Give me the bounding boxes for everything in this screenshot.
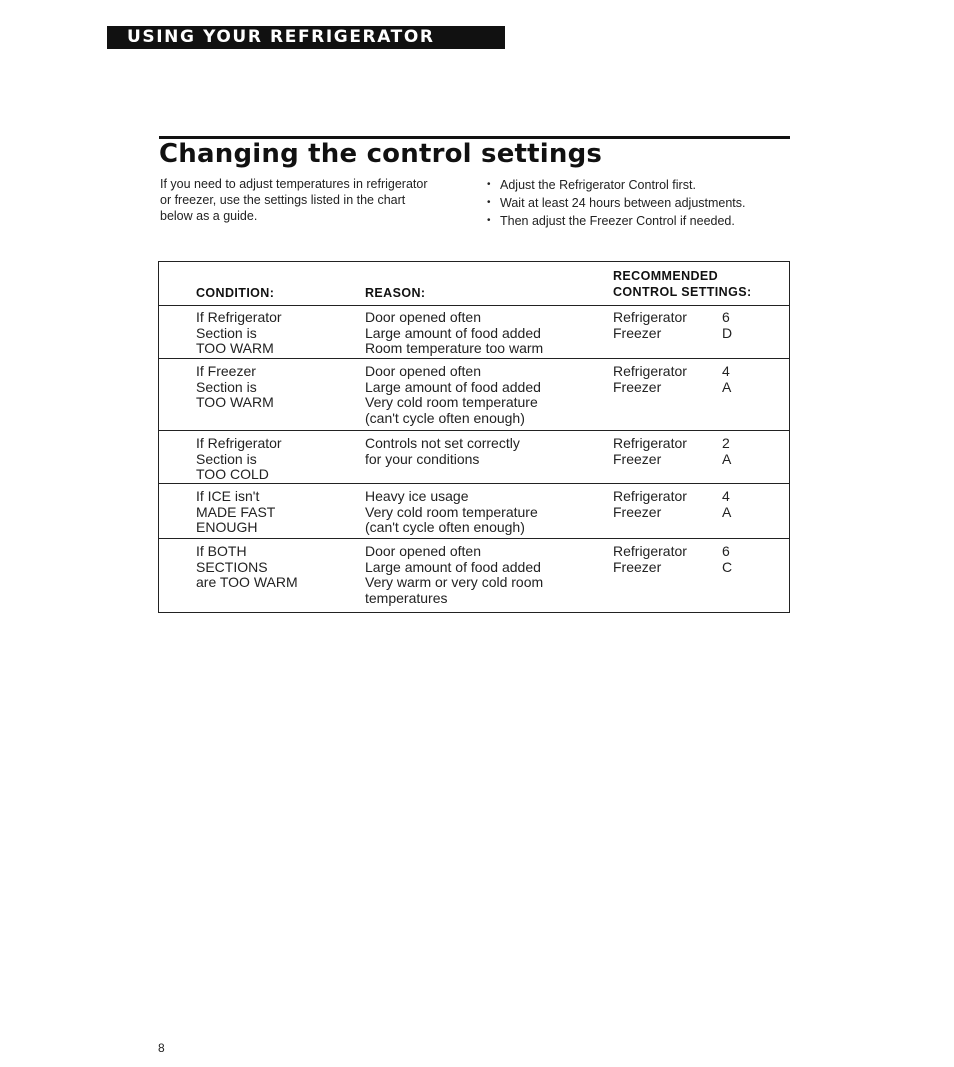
reason-cell (365, 489, 605, 536)
reason-line: Door opened often (365, 543, 481, 559)
control-name: Refrigerator (613, 543, 687, 559)
header-condition: CONDITION: (196, 286, 275, 300)
control-value: D (722, 324, 733, 341)
condition-cell (196, 489, 356, 536)
reason-line: Room temperature too warm (365, 340, 544, 356)
condition-line: Section is (196, 450, 257, 467)
page-title: Changing the control settings (159, 139, 603, 169)
control-value-cell (722, 489, 742, 520)
table-header (159, 262, 789, 306)
control-value-cell (722, 364, 742, 395)
section-banner: USING YOUR REFRIGERATOR (107, 26, 505, 49)
condition-line: MADE FAST (196, 503, 276, 520)
control-value-cell (722, 436, 742, 467)
header-recommended: RECOMMENDED (613, 269, 719, 283)
control-name-cell (613, 489, 723, 520)
control-value-cell (722, 310, 742, 341)
condition-line: Section is (196, 324, 257, 341)
reason-line: Heavy ice usage (365, 488, 469, 504)
condition-line: If Refrigerator (196, 309, 282, 325)
control-value: A (722, 378, 732, 395)
control-name-cell (613, 436, 723, 467)
instruction-list (487, 176, 746, 230)
table-row (159, 305, 789, 359)
page-number: 8 (158, 1041, 165, 1055)
condition-line: ENOUGH (196, 519, 258, 535)
condition-line: are TOO WARM (196, 574, 298, 590)
table-row (159, 431, 789, 484)
control-value: 4 (722, 363, 730, 379)
intro-line: If you need to adjust temperatures in refrigerator (160, 177, 428, 191)
condition-line: TOO COLD (196, 466, 269, 482)
reason-line: Large amount of food added (365, 324, 541, 341)
control-value: 6 (722, 309, 730, 325)
reason-line: Very warm or very cold room (365, 574, 544, 590)
control-value: A (722, 503, 732, 520)
instruction-item: • Wait at least 24 hours between adjustments. (487, 194, 746, 212)
condition-line: If Freezer (196, 363, 256, 379)
reason-line: Very cold room temperature (365, 503, 538, 520)
control-name: Refrigerator (613, 363, 687, 379)
settings-table (158, 261, 790, 613)
condition-cell (196, 364, 356, 411)
control-name: Freezer (613, 324, 662, 341)
control-name-cell (613, 364, 723, 395)
condition-line: If BOTH (196, 543, 247, 559)
condition-line: TOO WARM (196, 340, 274, 356)
reason-cell (365, 436, 605, 467)
reason-line: Controls not set correctly (365, 435, 520, 451)
control-name: Freezer (613, 558, 662, 575)
reason-line: for your conditions (365, 450, 480, 467)
control-value: 6 (722, 543, 730, 559)
control-value-cell (722, 544, 742, 575)
condition-cell (196, 544, 356, 591)
intro-paragraph (160, 176, 460, 224)
reason-line: (can't cycle often enough) (365, 409, 525, 426)
reason-cell (365, 310, 605, 357)
instruction-item: • Adjust the Refrigerator Control first. (487, 176, 746, 194)
condition-cell (196, 310, 356, 357)
reason-cell (365, 544, 605, 606)
control-name: Refrigerator (613, 435, 687, 451)
reason-line: Very cold room temperature (365, 394, 538, 410)
reason-cell (365, 364, 605, 426)
intro-line: or freezer, use the settings listed in the chart (160, 193, 406, 207)
intro-line: below as a guide. (160, 209, 258, 223)
reason-line: Door opened often (365, 363, 481, 379)
table-row (159, 539, 789, 613)
reason-line: (can't cycle often enough) (365, 519, 525, 535)
control-name: Freezer (613, 450, 662, 467)
condition-line: Section is (196, 378, 257, 395)
reason-line: Door opened often (365, 309, 481, 325)
control-name-cell (613, 544, 723, 575)
condition-line: SECTIONS (196, 558, 268, 575)
control-value: 2 (722, 435, 730, 451)
condition-line: If ICE isn't (196, 488, 260, 504)
reason-line: temperatures (365, 589, 448, 606)
reason-line: Large amount of food added (365, 378, 541, 395)
header-control-settings: CONTROL SETTINGS: (613, 285, 752, 299)
header-reason: REASON: (365, 286, 426, 300)
control-value: C (722, 558, 733, 575)
table-row (159, 359, 789, 431)
control-name-cell (613, 310, 723, 341)
control-name: Refrigerator (613, 488, 687, 504)
instruction-item: • Then adjust the Freezer Control if needed. (487, 212, 746, 230)
table-row (159, 484, 789, 539)
control-name: Refrigerator (613, 309, 687, 325)
condition-line: TOO WARM (196, 394, 274, 410)
control-name: Freezer (613, 503, 662, 520)
control-name: Freezer (613, 378, 662, 395)
reason-line: Large amount of food added (365, 558, 541, 575)
control-value: A (722, 450, 732, 467)
condition-line: If Refrigerator (196, 435, 282, 451)
control-value: 4 (722, 488, 730, 504)
condition-cell (196, 436, 356, 483)
